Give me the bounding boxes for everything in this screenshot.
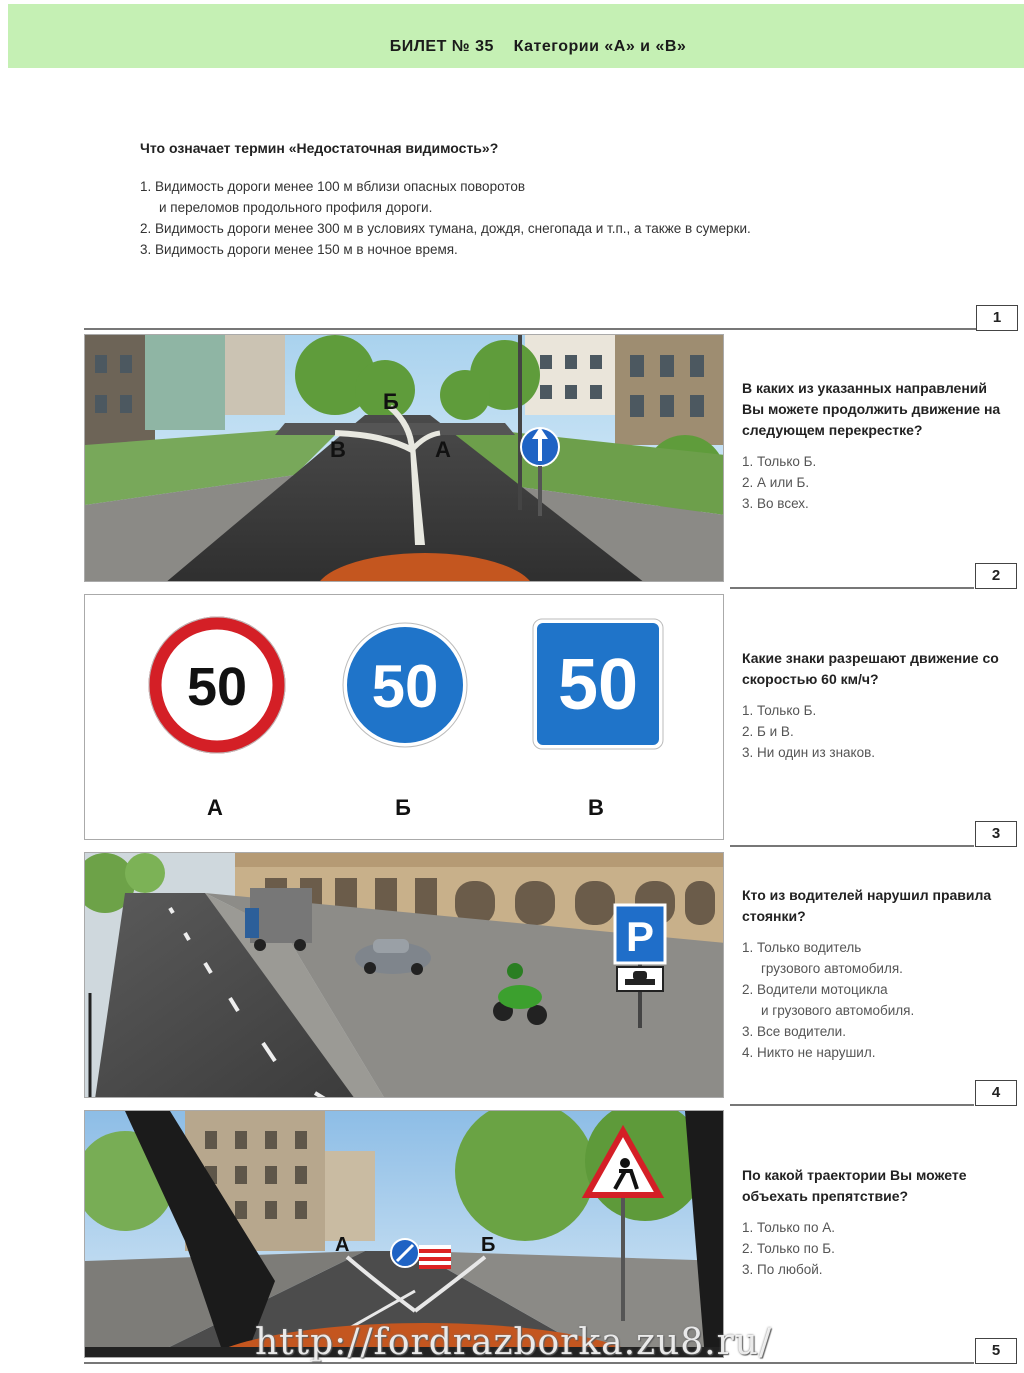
question-2-title: В каких из указанных направлений Вы можете продолжить движение на следующем перекрестке? bbox=[742, 380, 1001, 438]
answer-marker: 1. bbox=[140, 179, 152, 194]
question-2-answers bbox=[742, 451, 1012, 514]
question-number-badge: 4 bbox=[975, 1080, 1017, 1106]
question-3-answers bbox=[742, 700, 1012, 763]
answer-text: Только по Б. bbox=[757, 1241, 835, 1256]
question-number-badge: 3 bbox=[975, 821, 1017, 847]
answer-text-continued: и грузового автомобиля. bbox=[761, 1003, 915, 1018]
answer-marker: 1. bbox=[742, 940, 754, 955]
answer-text: Только по А. bbox=[757, 1220, 835, 1235]
answer-marker: 3. bbox=[742, 1024, 754, 1039]
question-5-illustration bbox=[84, 1110, 724, 1358]
answer-option[interactable] bbox=[742, 1238, 1012, 1259]
question-3-text bbox=[742, 648, 1012, 763]
answer-text: Видимость дороги менее 300 м в условиях тумана, дождя, снегопада и т.п., а также в сумерки. bbox=[155, 221, 751, 236]
divider bbox=[730, 845, 974, 847]
answer-text: Ни один из знаков. bbox=[757, 745, 876, 760]
sign-v-label: В bbox=[588, 795, 604, 820]
label-b: Б bbox=[383, 389, 399, 414]
question-5-title: По какой траектории Вы можете объехать препятствие? bbox=[742, 1167, 967, 1204]
sign-v-value: 50 bbox=[557, 645, 639, 725]
answer-option[interactable] bbox=[742, 979, 1012, 1021]
answer-marker: 1. bbox=[742, 703, 754, 718]
answer-marker: 2. bbox=[140, 221, 152, 236]
question-1 bbox=[140, 140, 960, 260]
sign-b-value: 50 bbox=[371, 653, 439, 720]
answer-marker: 3. bbox=[742, 745, 754, 760]
answer-text: По любой. bbox=[757, 1262, 823, 1277]
question-number-badge: 1 bbox=[976, 305, 1018, 331]
ticket-header bbox=[8, 4, 1024, 68]
question-2-text bbox=[742, 378, 1012, 514]
question-4-title: Кто из водителей нарушил правила стоянки? bbox=[742, 887, 992, 924]
answer-text: Только Б. bbox=[757, 454, 817, 469]
question-5-text bbox=[742, 1165, 1012, 1280]
answer-text: А или Б. bbox=[757, 475, 810, 490]
question-2-illustration bbox=[84, 334, 724, 582]
divider bbox=[730, 587, 974, 589]
answer-marker: 4. bbox=[742, 1045, 754, 1060]
ticket-number: БИЛЕТ № 35 bbox=[389, 38, 494, 55]
answer-marker: 2. bbox=[742, 475, 754, 490]
question-5-answers bbox=[742, 1217, 1012, 1280]
answer-text: Видимость дороги менее 150 м в ночное время. bbox=[155, 242, 458, 257]
question-4-illustration bbox=[84, 852, 724, 1098]
answer-text: Во всех. bbox=[757, 496, 809, 511]
answer-option[interactable] bbox=[742, 1259, 1012, 1280]
answer-option[interactable] bbox=[742, 721, 1012, 742]
question-4-answers bbox=[742, 937, 1012, 1063]
answer-marker: 1. bbox=[742, 1220, 754, 1235]
answer-text-continued: грузового автомобиля. bbox=[761, 961, 903, 976]
road-barrier-icon bbox=[419, 1245, 451, 1269]
answer-marker: 2. bbox=[742, 1241, 754, 1256]
answer-option[interactable] bbox=[742, 472, 1012, 493]
question-4-text bbox=[742, 885, 1012, 1063]
answer-option[interactable] bbox=[742, 742, 1012, 763]
answer-text: Все водители. bbox=[757, 1024, 846, 1039]
ticket-header-title bbox=[0, 38, 1024, 56]
answer-marker: 3. bbox=[742, 1262, 754, 1277]
answer-marker: 2. bbox=[742, 982, 754, 997]
answer-option[interactable] bbox=[742, 493, 1012, 514]
answer-marker: 3. bbox=[742, 496, 754, 511]
sign-b-label: Б bbox=[395, 795, 411, 820]
answer-text: Видимость дороги менее 100 м вблизи опасных поворотов bbox=[155, 179, 525, 194]
answer-text: Только Б. bbox=[757, 703, 817, 718]
answer-option[interactable] bbox=[742, 1042, 1012, 1063]
answer-marker: 3. bbox=[140, 242, 152, 257]
trajectory-b-label: Б bbox=[481, 1234, 496, 1256]
question-3-illustration bbox=[84, 594, 724, 840]
parking-sign-letter: P bbox=[625, 913, 655, 960]
truck-icon bbox=[250, 888, 312, 943]
label-a: А bbox=[435, 437, 451, 462]
ticket-category: Категории «А» и «В» bbox=[513, 38, 687, 55]
divider bbox=[84, 328, 976, 330]
answer-option[interactable] bbox=[742, 1217, 1012, 1238]
sign-a-value: 50 bbox=[186, 657, 248, 717]
question-3-title: Какие знаки разрешают движение со скоростью 60 км/ч? bbox=[742, 650, 999, 687]
answer-text: Б и В. bbox=[757, 724, 794, 739]
answer-option[interactable] bbox=[742, 1021, 1012, 1042]
answer-text: Никто не нарушил. bbox=[757, 1045, 876, 1060]
answer-option[interactable] bbox=[742, 937, 1012, 979]
answer-marker: 1. bbox=[742, 454, 754, 469]
watermark-url: http://fordrazborka.zu8.ru/ bbox=[255, 1322, 773, 1363]
answer-marker: 2. bbox=[742, 724, 754, 739]
trajectory-a-label: А bbox=[335, 1234, 350, 1256]
answer-text: Только водитель bbox=[757, 940, 862, 955]
sign-a-label: А bbox=[207, 795, 223, 820]
answer-option[interactable] bbox=[140, 239, 960, 260]
question-1-answers bbox=[140, 176, 960, 260]
answer-option[interactable] bbox=[140, 176, 960, 218]
question-number-badge: 5 bbox=[975, 1338, 1017, 1364]
answer-option[interactable] bbox=[742, 451, 1012, 472]
answer-text: Водители мотоцикла bbox=[757, 982, 888, 997]
answer-text-continued: и переломов продольного профиля дороги. bbox=[159, 200, 433, 215]
divider bbox=[730, 1104, 974, 1106]
answer-option[interactable] bbox=[140, 218, 960, 239]
label-v: В bbox=[330, 437, 346, 462]
answer-option[interactable] bbox=[742, 700, 1012, 721]
question-1-title: Что означает термин «Недостаточная видимость»? bbox=[140, 140, 499, 156]
question-number-badge: 2 bbox=[975, 563, 1017, 589]
